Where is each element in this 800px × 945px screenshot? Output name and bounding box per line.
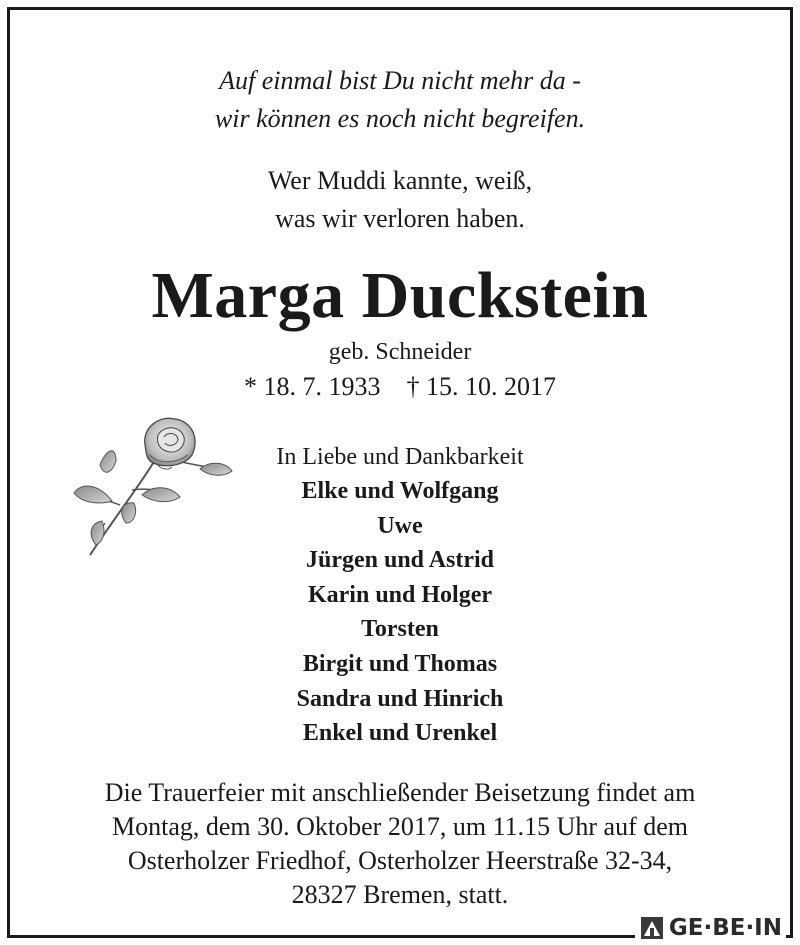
mourner-name: Sandra und Hinrich [296, 685, 504, 712]
mourner-name: Torsten [361, 616, 439, 643]
mourner-name: Elke und Wolfgang [301, 478, 499, 504]
poem-regular [0, 162, 800, 238]
mourners-block [200, 440, 600, 751]
poem-line: wir können es noch nicht begreifen. [214, 104, 586, 133]
gebein-logo-icon [641, 917, 663, 939]
funeral-notice [0, 776, 800, 912]
poem-line: Auf einmal bist Du nicht mehr da - [219, 66, 581, 95]
mourner-name: Karin und Holger [307, 581, 493, 608]
mourner-name: Jürgen und Astrid [305, 547, 495, 574]
mourners-list [200, 474, 600, 751]
funeral-line: Die Trauerfeier mit anschließender Beisetzung findet am [104, 778, 696, 807]
mourner-name: Enkel und Urenkel [302, 720, 498, 747]
deceased-name: Marga Duckstein [151, 259, 649, 332]
publisher-logo [635, 911, 786, 945]
funeral-line: 28327 Bremen, statt. [291, 880, 509, 909]
birth-name: geb. Schneider [328, 339, 472, 365]
poem-line: was wir verloren haben. [275, 204, 525, 233]
mourner-name: Birgit und Thomas [302, 650, 498, 677]
mourners-intro: In Liebe und Dankbarkeit [276, 444, 524, 470]
mourner-name: Uwe [377, 512, 423, 539]
logo-text: GE·BE·IN [668, 915, 782, 941]
poem-italic [0, 62, 800, 138]
funeral-line: Osterholzer Friedhof, Osterholzer Heerstraße 32-34, [127, 846, 673, 875]
funeral-line: Montag, dem 30. Oktober 2017, um 11.15 Uhr auf dem [112, 812, 688, 841]
death-date: † 15. 10. 2017 [406, 372, 556, 401]
birth-date: * 18. 7. 1933 [244, 372, 381, 401]
life-dates [0, 370, 800, 404]
poem-line: Wer Muddi kannte, weiß, [267, 166, 533, 195]
